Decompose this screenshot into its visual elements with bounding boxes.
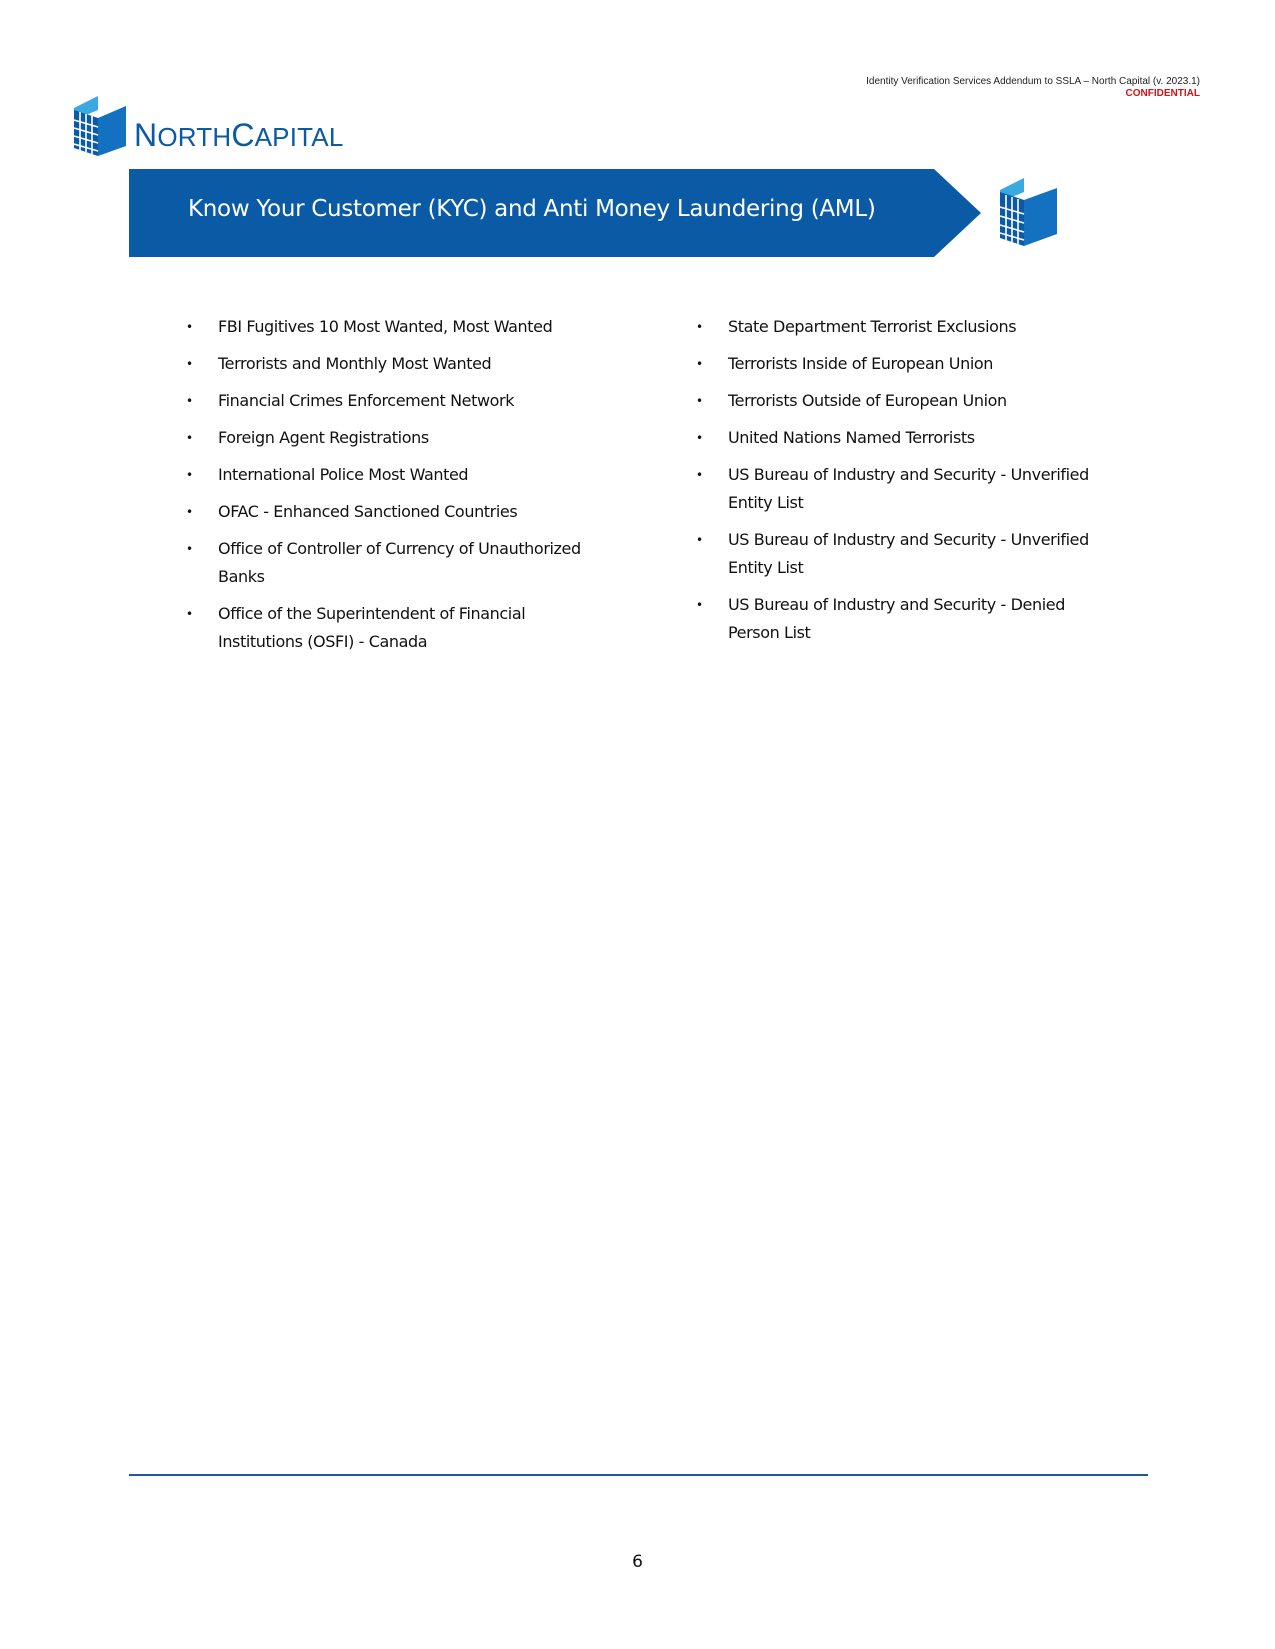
list-item: • OFAC - Enhanced Sanctioned Countries [186, 498, 606, 526]
bullet-icon: • [186, 607, 193, 621]
bullet-icon: • [696, 431, 703, 445]
list-item: • US Bureau of Industry and Security - Unverified Entity List [696, 526, 1096, 582]
list-item: • Foreign Agent Registrations [186, 424, 606, 452]
watchlist-left-column [186, 313, 606, 665]
bullet-icon: • [696, 533, 703, 547]
page-number: 6 [632, 1552, 643, 1572]
document-header [600, 76, 1200, 100]
document-title: Identity Verification Services Addendum to SSLA – North Capital (v. 2023.1) [866, 76, 1200, 87]
bullet-icon: • [186, 542, 193, 556]
bullet-icon: • [186, 431, 193, 445]
bullet-icon: • [696, 357, 703, 371]
list-item: • US Bureau of Industry and Security - Denied Person List [696, 591, 1096, 647]
banner-building-icon [1000, 178, 1057, 246]
logo-wordmark: NORTHCAPITAL [134, 117, 344, 153]
list-item: • Financial Crimes Enforcement Network [186, 387, 606, 415]
list-item: • Terrorists and Monthly Most Wanted [186, 350, 606, 378]
northcapital-logo [74, 96, 394, 158]
bullet-icon: • [186, 357, 193, 371]
banner-title: Know Your Customer (KYC) and Anti Money Laundering (AML) [188, 196, 876, 222]
list-item: • International Police Most Wanted [186, 461, 606, 489]
list-item: • State Department Terrorist Exclusions [696, 313, 1096, 341]
footer-divider [129, 1474, 1148, 1476]
bullet-icon: • [696, 598, 703, 612]
watchlist-right-column [696, 313, 1096, 656]
list-item: • United Nations Named Terrorists [696, 424, 1096, 452]
bullet-icon: • [186, 320, 193, 334]
bullet-icon: • [696, 468, 703, 482]
list-item: • Office of the Superintendent of Financial Institutions (OSFI) - Canada [186, 600, 606, 656]
bullet-icon: • [186, 468, 193, 482]
section-banner [129, 169, 1079, 259]
list-item: • Terrorists Inside of European Union [696, 350, 1096, 378]
list-item: • Office of Controller of Currency of Unauthorized Banks [186, 535, 606, 591]
list-item: • Terrorists Outside of European Union [696, 387, 1096, 415]
list-item: • US Bureau of Industry and Security - Unverified Entity List [696, 461, 1096, 517]
bullet-icon: • [696, 320, 703, 334]
list-item: • FBI Fugitives 10 Most Wanted, Most Wanted [186, 313, 606, 341]
bullet-icon: • [696, 394, 703, 408]
bullet-icon: • [186, 505, 193, 519]
building-logo-icon [74, 96, 130, 156]
bullet-icon: • [186, 394, 193, 408]
confidential-label: CONFIDENTIAL [1125, 88, 1200, 99]
